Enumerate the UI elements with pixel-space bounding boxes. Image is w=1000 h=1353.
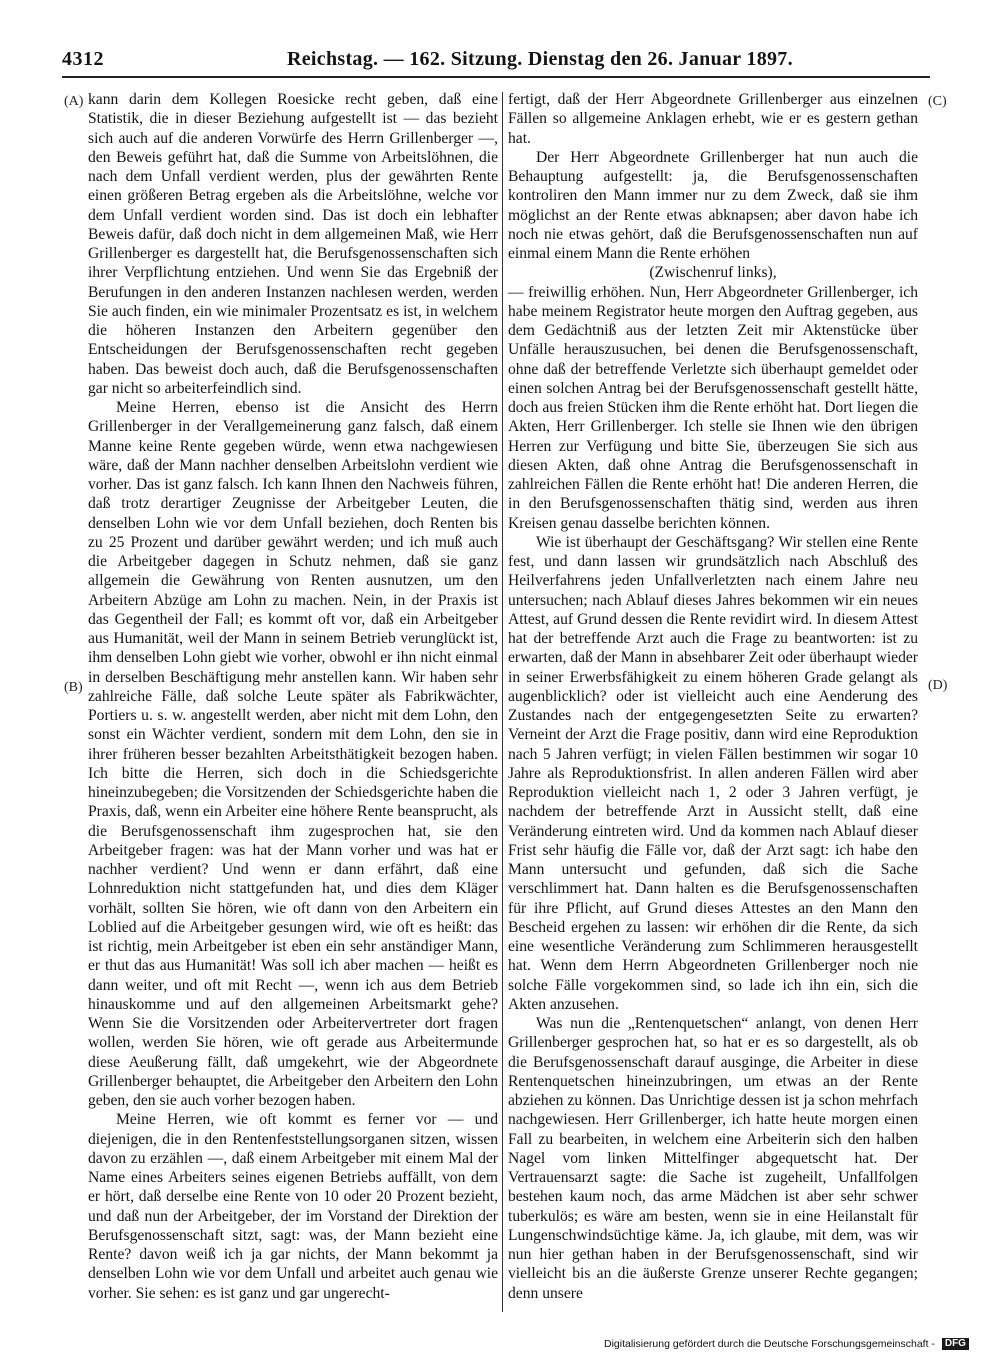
paragraph: Wie ist überhaupt der Geschäftsgang? Wir stellen eine Rente fest, und dann lassen wir grundsätzlich nach Abschluß des Heilverfahrens jeden Unfallverletzten nach einem Jahre neu untersuchen; nach Ablauf dieses Jahres bekommen wir ein neues Attest, auf Grund dessen die Rente revidirt wird. In diesem Attest hat der betreffende Arzt auch die Frage zu beantworten: ist zu erwarten, daß der Mann in absehbarer Zeit oder überhaupt wieder in seiner Erwerbsfähigkeit zu einem höheren Grade gelangt als augenblicklich? oder ist vielleicht auch eine Aenderung des Zustandes nach der entgegengesetzten Seite zu erwarten? Verneint der Arzt die Frage positiv, dann wird eine Reproduktion nach 5 Jahren verfügt; in vielen Fällen bestimmen wir sogar 10 Jahre als Reproduktionsfrist. In allen anderen Fällen wird aber Reproduktion vielleicht nach 1, 2 oder 3 Jahren verfügt, je nachdem der betreffende Arzt in Aussicht stellt, daß eine Veränderung eintreten wird. Und da kommen nach Ablauf dieser Frist sehr häufig die Fälle vor, daß der Arzt sagt: ich habe den Mann untersucht und gefunden, daß sich die Sache verschlimmert hat. Dann halten es die Berufsgenossenschaften für ihre Pflicht, auf Grund dieses Attestes an den Mann den Bescheid ergehen zu lassen: wir erhöhen dir die Rente, da sich eine wesentliche Veränderung zum Schlimmeren herausgestellt hat. Wenn dem Herrn Abgeordneten Grillenberger noch nie solche Fälle vorgekommen sind, so lade ich ihn ein, sich die Akten anzusehen. [508, 533, 918, 1013]
paragraph: Meine Herren, wie oft kommt es ferner vor — und diejenigen, die in den Rentenfeststellungsorganen sitzen, wissen davon zu erzählen —, daß einem Arbeitgeber mit einem Mal der Name eines Arbeiters seines eigenen Betriebs auffällt, von dem er hört, daß derselbe eine Rente von 10 oder 20 Prozent bezieht, und daß nun der Arbeitgeber, der im Vorstand der Direktion der Berufsgenossenschaft sitzt, sagt: was, der Mann bezieht eine Rente? davon weiß ich ja gar nichts, der Mann bekommt ja denselben Lohn wie vor dem Unfall und arbeitet auch genau wie vorher. Sie sehen: es ist ganz und gar ungerecht- [88, 1111, 498, 1302]
running-head: Reichstag. — 162. Sitzung. Dienstag den 26. Januar 1897. [287, 48, 793, 70]
left-column [88, 90, 498, 1303]
margin-marker-c: (C) [928, 94, 947, 109]
paragraph: Meine Herren, ebenso ist die Ansicht des Herrn Grillenberger in der Verallgemeinerung ganz falsch, daß einem Manne keine Rente gegeben würde, wenn etwa nachgewiesen wäre, daß der Mann nachher denselben Arbeitslohn verdient wie vorher. Das ist ganz falsch. Ich kann Ihnen den Nachweis führen, daß trotz derartiger Zeugnisse der Arbeitgeber Leuten, die denselben Lohn wie vor dem Unfall beziehen, doch Renten bis zu 25 Prozent und darüber gewährt werden; und ich muß auch die Arbeitgeber dagegen in Schutz nehmen, daß sie ganz allgemein die Gewährung von Renten ausnutzen, um den Arbeitern Abzüge am Lohn zu machen. Nein, in der Praxis ist das Gegentheil der Fall; es kommt oft vor, daß ein Arbeitgeber aus Humanität, weil der Mann in seinem Betrieb verunglückt ist, ihm denselben Lohn giebt wie vorher, obwohl er ihn nicht einmal in derselben Beschäftigung mehr anstellen kann. Wir haben sehr zahlreiche Fälle, daß solche Leute später als Fabrikwächter, Portiers u. s. w. angestellt werden, aber nicht mit dem Lohn, den sonst ein Wächter verdient, sondern mit dem Lohn, den sie in ihrer früheren besser bezahlten Arbeitsthätigkeit bezogen haben. Ich bitte die Herren, sich doch in die Schiedsgerichte hineinzubegeben; die Vorsitzenden der Schiedsgerichte haben die Praxis, daß, wenn ein Arbeiter eine höhere Rente beansprucht, als die Berufsgenossenschaft ihm zugesprochen hat, sie den Arbeitgeber fragen: was hat der Mann vorher und was hat er nachher verdient? Und wenn er dann erfährt, daß eine Lohnreduktion nicht stattgefunden hat, und dies dem Kläger vorhält, sollten Sie hören, wie oft dann von den Arbeitern ein Loblied auf die Arbeitgeber gesungen wird, wie oft es heißt: das ist richtig, mein Arbeitgeber ist eben ein sehr anständiger Mann, er thut das aus Humanität! Was soll ich aber machen — heißt es dann weiter, und oft mit Recht —, wenn ich aus dem Betrieb hinauskomme und auf den allgemeinen Arbeitsmarkt gehe? Wenn Sie die Vorsitzenden oder Arbeitervertreter dort fragen wollen, werden Sie hören, wie oft gerade aus Arbeitermunde diese Aeußerung fällt, daß umgekehrt, wie der Abgeordnete Grillenberger behauptet, die Arbeitgeber den Arbeitern den Lohn geben, den sie auch vorher bezogen haben. [88, 399, 498, 1109]
page-header [62, 46, 930, 78]
right-column [508, 90, 918, 1303]
interjection: (Zwischenruf links), [649, 264, 777, 282]
footer-text: Digitalisierung gefördert durch die Deutsche Forschungsgemeinschaft - [604, 1338, 935, 1350]
paragraph: Was nun die „Rentenquetschen“ anlangt, von denen Herr Grillenberger gesprochen hat, so hat er es so dargestellt, als ob die Berufsgenossenschaft darauf ausginge, die Arbeiter in diese Rentenquetschen hineinzubringen, um etwas an der Rente abziehen zu können. Das Unrichtige dessen ist ja schon mehrfach nachgewiesen. Herr Grillenberger, ich hatte heute morgen einen Fall zu bearbeiten, in welchem eine Arbeiterin sich den halben Nagel vom linken Mittelfinger abgequetscht hat. Der Vertrauensarzt sagte: die Sache ist zugeheilt, Unfallfolgen bestehen kaum noch, das arme Mädchen ist aber sehr schwer tuberkulös; es wäre am besten, wenn sie in eine Heilanstalt für Lungenschwindsüchtige käme. Ja, ich glaube, mit dem, was wir nun hier gethan haben in der Berufsgenossenschaft, sind wir vielleicht bis an die äußerste Grenze unserer Rechte gegangen; denn unsere [508, 1015, 918, 1302]
paragraph: — freiwillig erhöhen. Nun, Herr Abgeordneter Grillenberger, ich habe meinem Registrator heute morgen den Auftrag gegeben, aus dem Gedächtniß aus der letzten Zeit mir Aktenstücke über Unfälle herauszusuchen, bei denen die Berufsgenossenschaft, ohne daß der betreffende Verletzte sich überhaupt gemeldet oder einen solchen Antrag bei der Berufsgenossenschaft gestellt hätte, doch aus freien Stücken ihm die Rente erhöht hat. Dort liegen die Akten, Herr Grillenberger. Ich stelle sie Ihnen wie den übrigen Herren zur Verfügung und bitte Sie, überzeugen Sie sich aus diesen Akten, daß ohne Antrag die Berufsgenossenschaft in zahlreichen Fällen die Rente erhöht hat! Die anderen Herren, die in den Berufsgenossenschaften thätig sind, werden aus ihren Kreisen genau dasselbe berichten können. [508, 283, 918, 532]
column-divider [502, 92, 503, 1312]
paragraph: fertigt, daß der Herr Abgeordnete Grillenberger aus einzelnen Fällen so allgemeine Anklagen erhebt, wie er es gestern gethan hat. [508, 91, 918, 147]
dfg-logo: DFG [942, 1338, 969, 1350]
margin-marker-b: (B) [64, 680, 83, 695]
digitization-footer [604, 1338, 994, 1352]
paragraph: Der Herr Abgeordnete Grillenberger hat nun auch die Behauptung aufgestellt: ja, die Berufsgenossenschaften kontroliren den Mann immer nur zu dem Zweck, daß sie ihm möglichst an der Rente etwas abknapsen; aber davon habe ich noch nie etwas gehört, daß die Berufsgenossenschaften nun auf einmal einem Mann die Rente erhöhen [508, 148, 918, 262]
paragraph: kann darin dem Kollegen Roesicke recht geben, daß eine Statistik, die in dieser Beziehung aufgestellt ist — das bezieht sich auch auf die anderen Vorwürfe des Herrn Grillenberger —, den Beweis geführt hat, daß die Summe von Arbeitslöhnen, die nach dem Unfall verdient werden, plus der gewährten Rente einen größeren Betrag ergeben als die Arbeitslöhne, welche vor dem Unfall verdient worden sind. Das ist doch ein lebhafter Beweis dafür, daß doch nicht in dem allgemeinen Maß, wie Herr Grillenberger es dargestellt hat, die Berufsgenossenschaften sich ihrer Verpflichtung entziehen. Und wenn Sie das Ergebniß der Berufungen in den anderen Instanzen nachlesen werden, werden Sie auch finden, ein wie minimaler Prozentsatz es ist, in welchem die höheren Instanzen den Arbeitern gegenüber den Entscheidungen der Berufsgenossenschaften recht gegeben haben. Das beweist doch auch, daß die Berufsgenossenschaften gar nicht so arbeiterfeindlich sind. [88, 91, 498, 397]
margin-marker-a: (A) [64, 94, 84, 109]
margin-marker-d: (D) [928, 678, 948, 693]
page-number: 4312 [62, 48, 104, 70]
